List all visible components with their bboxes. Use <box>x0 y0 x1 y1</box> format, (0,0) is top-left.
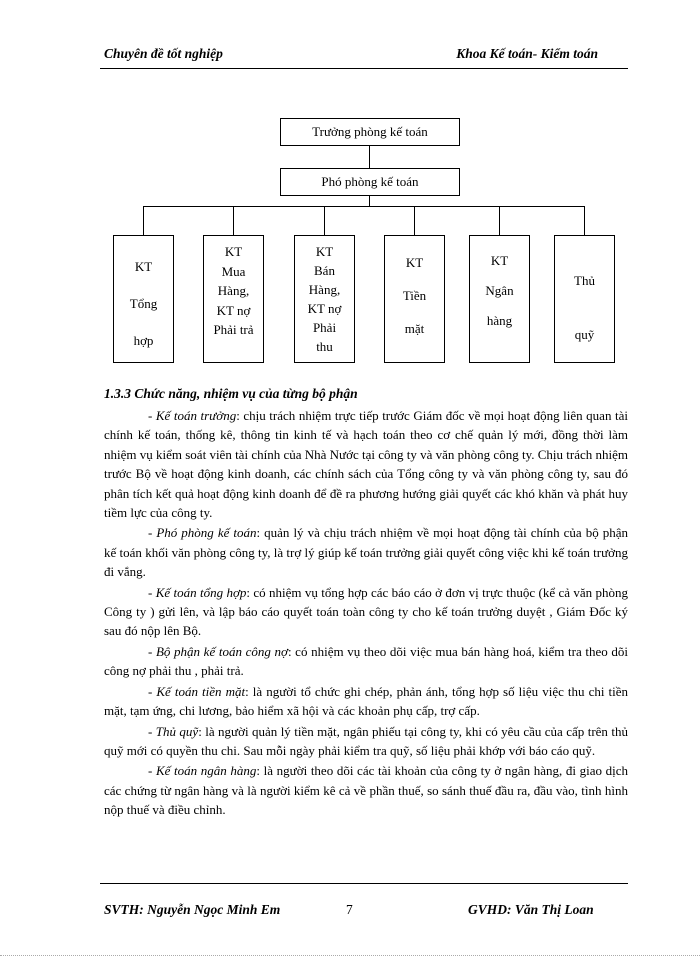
connector-deputy-bus <box>369 196 370 206</box>
connector-drop-2 <box>233 206 234 235</box>
unit-line: Phải <box>312 320 337 335</box>
unit-line: Hàng, <box>217 283 250 298</box>
unit-line: Thủ <box>574 273 595 288</box>
footer-student: SVTH: Nguyễn Ngọc Minh Em <box>104 902 281 917</box>
org-deputy-label: Phó phòng kế toán <box>321 174 419 189</box>
org-head-label: Trưởng phòng kế toán <box>312 124 428 139</box>
page-number: 7 <box>346 902 353 917</box>
paragraph-ngan-hang <box>104 761 628 819</box>
org-unit-tien-mat <box>384 235 445 363</box>
connector-drop-3 <box>324 206 325 235</box>
unit-line: KT <box>134 259 153 274</box>
footer-advisor: GVHD: Văn Thị Loan <box>468 902 594 917</box>
header-left: Chuyên đề tốt nghiệp <box>104 46 223 61</box>
term: - Kế toán trưởng <box>148 408 237 423</box>
unit-line: KT <box>405 255 424 270</box>
paragraph-text: : chịu trách nhiệm trực tiếp trước Giám đốc về mọi hoạt động liên quan tài chính kế toán, thống kê, thông tin kinh tế và hạch toán theo cơ chế quản lý mới, đồng thời làm nhiệm vụ kiểm soát viên tài chính của Nhà Nước tại công ty và văn phòng công ty. Chịu trách nhiệm trước Bộ về hoạt động kinh doanh, các chính sách của Tổng công ty và văn phòng công ty, sau đó phân tích kết quả hoạt động kinh doanh để đề ra phương hướng giải quyết các khó khăn và phát huy tiềm lực của công ty. <box>104 408 628 521</box>
org-unit-ban-hang <box>294 235 355 363</box>
unit-line: Hàng, <box>308 282 341 297</box>
term: - Thủ quỹ <box>148 723 199 739</box>
term: - Kế toán tiền mặt <box>148 683 246 699</box>
paragraph-text: : có nhiệm vụ theo dõi việc mua bán hàng hoá, kiểm tra theo dõi công nợ phải thu , phải trả. <box>104 643 628 679</box>
paragraph-text: : quản lý và chịu trách nhiệm về mọi hoạt động tài chính của bộ phận kế toán khối văn phòng công ty, là trợ lý giúp kế toán trưởng giải quyết công việc khi kế toán trưởng đi vắng. <box>104 525 629 580</box>
term: - Bộ phận kế toán công nợ <box>148 643 288 659</box>
unit-line: hàng <box>486 313 513 328</box>
paragraph-text: : là người theo dõi các tài khoản của công ty ở ngân hàng, đi giao dịch các chứng từ ngân hàng và là người kiểm kê cả về phần thuế, so sánh thuế đầu ra, đầu vào, tình hình nộp thuế và điều chỉnh. <box>104 763 628 818</box>
section-title: 1.3.3 Chức năng, nhiệm vụ của từng bộ phận <box>104 386 358 401</box>
paragraph-ke-toan-truong <box>104 406 628 522</box>
connector-drop-1 <box>143 206 144 235</box>
unit-line: KT nợ <box>307 301 342 316</box>
connector-head-deputy <box>369 146 370 168</box>
org-unit-thu-quy <box>554 235 615 363</box>
connector-drop-6 <box>584 206 585 235</box>
org-unit-ngan-hang <box>469 235 530 363</box>
paragraph-cong-no <box>104 642 628 681</box>
section-body <box>104 406 628 821</box>
unit-line: KT nợ <box>216 302 251 318</box>
unit-line: Tiền <box>402 288 427 303</box>
paragraph-tien-mat <box>104 682 628 721</box>
unit-line: KT <box>315 244 334 259</box>
page-edge-dots <box>0 955 700 956</box>
unit-line: Phải trả <box>213 322 254 337</box>
unit-line: quỹ <box>574 327 595 342</box>
unit-line: thu <box>316 339 333 354</box>
unit-line: KT <box>490 253 509 268</box>
unit-line: mặt <box>404 321 425 336</box>
paragraph-pho-phong <box>104 523 628 581</box>
connector-bus <box>143 206 584 207</box>
term: - Phó phòng kế toán <box>148 525 257 541</box>
connector-drop-4 <box>414 206 415 235</box>
org-unit-mua-hang <box>203 235 264 363</box>
connector-drop-5 <box>499 206 500 235</box>
unit-line: KT <box>224 244 243 259</box>
org-deputy-box <box>280 168 460 196</box>
paragraph-tong-hop <box>104 583 628 641</box>
header-right: Khoa Kế toán- Kiểm toán <box>456 46 598 61</box>
org-unit-tong-hop <box>113 235 174 363</box>
paragraph-text: : là người quản lý tiền mặt, ngân phiếu tại công ty, khi có yêu cầu của cấp trên thủ quỹ mới có quyền thu chi. Sau mỗi ngày phải kiểm tra quỹ, số liệu phải khớp với báo cáo quỹ. <box>104 723 628 758</box>
unit-line: Mua <box>221 263 246 279</box>
unit-line: Tổng <box>129 296 158 311</box>
header-rule <box>100 68 628 69</box>
paragraph-thu-quy <box>104 722 628 761</box>
footer-rule <box>100 883 628 884</box>
org-head-box <box>280 118 460 146</box>
unit-line: Ngân <box>485 283 514 298</box>
term: - Kế toán tổng hợp <box>148 584 247 600</box>
paragraph-text: : là người tổ chức ghi chép, phản ánh, tổng hợp số liệu việc thu chi tiền mặt, tạm ứng, chi lương, bảo hiểm xã hội và các khoản phụ cấp, trợ cấp. <box>104 683 628 719</box>
paragraph-text: : có nhiệm vụ tổng hợp các báo cáo ở đơn vị trực thuộc (kể cả văn phòng Công ty ) gửi lên, và lập báo cáo quyết toán toàn công ty cho kế toán trưởng duyệt , Giám Đốc ký sau đó nộp lên Bộ. <box>104 584 629 639</box>
unit-line: Bán <box>314 263 335 278</box>
term: - Kế toán ngân hàng <box>148 763 257 779</box>
unit-line: hợp <box>133 333 154 348</box>
